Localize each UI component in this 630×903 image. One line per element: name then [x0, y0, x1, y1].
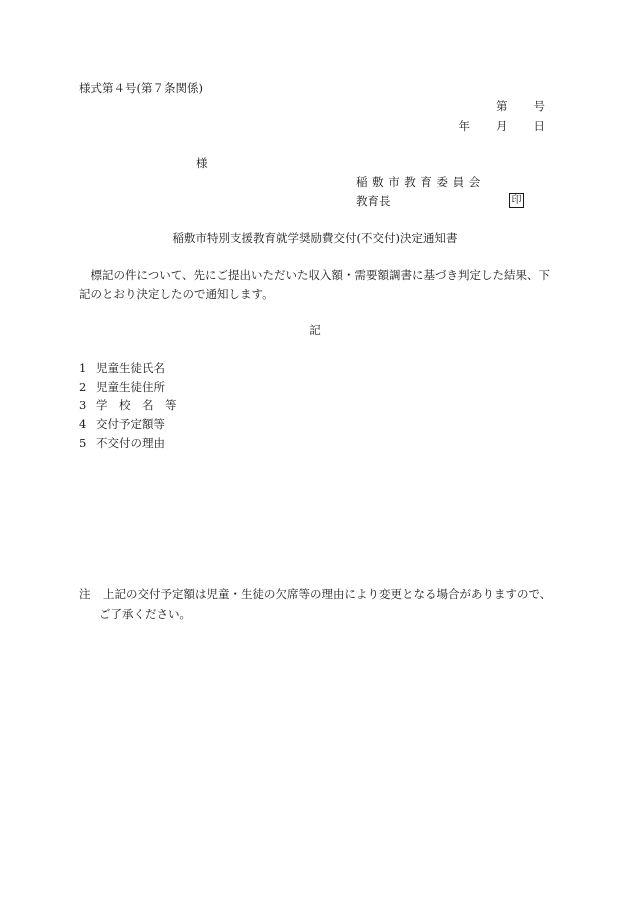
- item-label: 学 校 名 等: [96, 398, 177, 413]
- note-mark: 注: [79, 587, 91, 601]
- note-text: 上記の交付予定額は児童・生徒の欠席等の理由により変更となる場合がありますので、ご了承ください。: [99, 587, 552, 621]
- item-label: 不交付の理由: [96, 435, 165, 450]
- item-number: 1: [79, 361, 87, 375]
- issuer-title: 教育長: [356, 194, 391, 208]
- seal-stamp: 印: [509, 193, 524, 208]
- item-number: 5: [79, 435, 87, 450]
- form-number: 様式第４号(第７条関係): [79, 81, 203, 95]
- document-number-label: 第: [496, 99, 508, 113]
- date-month: 月: [496, 119, 508, 133]
- item-label: 交付予定額等: [96, 417, 165, 432]
- list-item: [79, 396, 177, 415]
- date-day: 日: [533, 119, 545, 133]
- list-item: [79, 378, 177, 397]
- addressee: 様: [196, 156, 208, 170]
- item-number: 4: [79, 417, 87, 432]
- item-number: 2: [79, 379, 87, 394]
- document-number-suffix: 号: [533, 99, 545, 113]
- list-item: [79, 434, 177, 453]
- item-list: [79, 359, 177, 452]
- item-label: 児童生徒住所: [96, 379, 165, 394]
- document-title: 稲敷市特別支援教育就学奨励費交付(不交付)決定通知書: [172, 231, 458, 245]
- date-year: 年: [458, 119, 470, 133]
- list-item: [79, 415, 177, 434]
- item-label: 児童生徒氏名: [96, 361, 165, 375]
- note: [79, 584, 554, 624]
- ki-heading: 記: [309, 323, 321, 337]
- list-item: [79, 359, 177, 378]
- body-text: 標記の件について、先にご提出いただいた収入額・需要額調書に基づき判定した結果、下記のとおり決定したので通知します。: [79, 268, 551, 301]
- item-number: 3: [79, 398, 87, 413]
- issuer-organization: 稲敷市教育委員会: [356, 175, 485, 189]
- document-date: [459, 120, 546, 134]
- document-number: [496, 100, 545, 114]
